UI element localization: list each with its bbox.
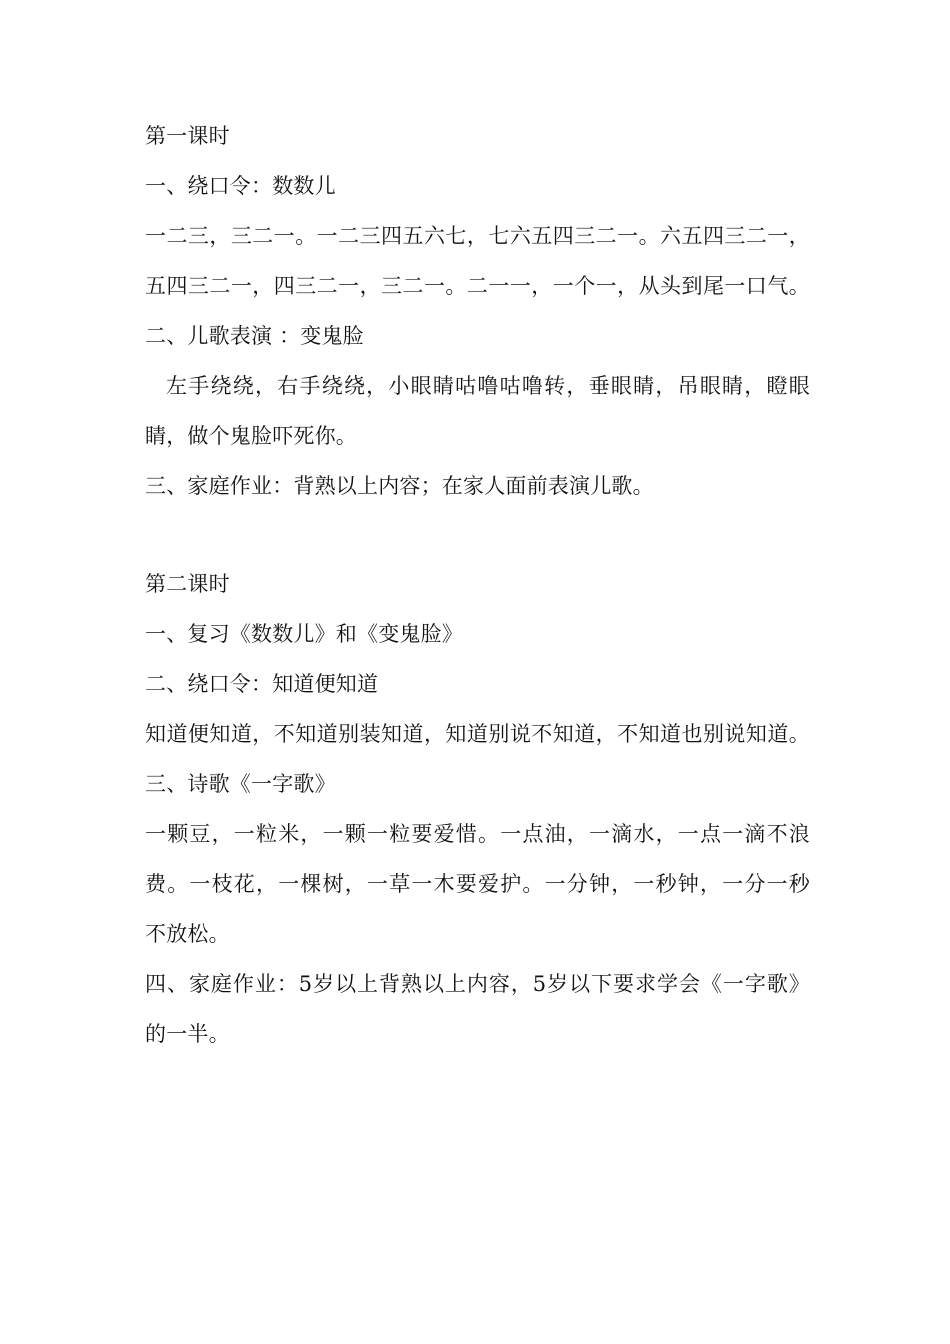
lesson2-tongue-twister-line1: 知道便知道，不知道别装知道，知道别说不知道，不知道也别说知道。 [145,722,810,746]
lesson1-song-line1: 左手绕绕，右手绕绕，小眼睛咕噜咕噜转，垂眼睛，吊眼睛，瞪眼 [166,374,810,398]
lesson1-tongue-twister-line1: 一二三，三二一。一二三四五六七，七六五四三二一。六五四三二一， [145,224,810,248]
lesson1-title: 第一课时 [145,124,230,148]
lesson2-poem-line3: 不放松。 [145,922,230,946]
lesson1-section2-heading: 二、儿歌表演 ：变鬼脸 [145,324,364,348]
lesson2-section2-heading: 二、绕口令：知道便知道 [145,672,379,696]
lesson2-homework-line1: 四、家庭作业：5岁以上背熟以上内容，5岁以下要求学会《一字歌》 [145,972,810,996]
lesson1-song-line2: 睛，做个鬼脸吓死你。 [145,424,357,448]
lesson2-section1-heading: 一、复习《数数儿》和《变鬼脸》 [145,622,463,646]
lesson1-section1-heading: 一、绕口令：数数儿 [145,174,336,198]
lesson1-homework: 三、家庭作业：背熟以上内容；在家人面前表演儿歌。 [145,474,654,498]
lesson2-title: 第二课时 [145,572,230,596]
lesson2-poem-line1: 一颗豆，一粒米，一颗一粒要爱惜。一点油，一滴水，一点一滴不浪 [145,822,810,846]
lesson1-tongue-twister-line2: 五四三二一，四三二一，三二一。二一一，一个一，从头到尾一口气。 [145,274,810,298]
lesson2-poem-line2: 费。一枝花，一棵树，一草一木要爱护。一分钟，一秒钟，一分一秒 [145,872,810,896]
lesson2-section3-heading: 三、诗歌《一字歌》 [145,772,336,796]
lesson2-homework-line2: 的一半。 [145,1022,230,1046]
